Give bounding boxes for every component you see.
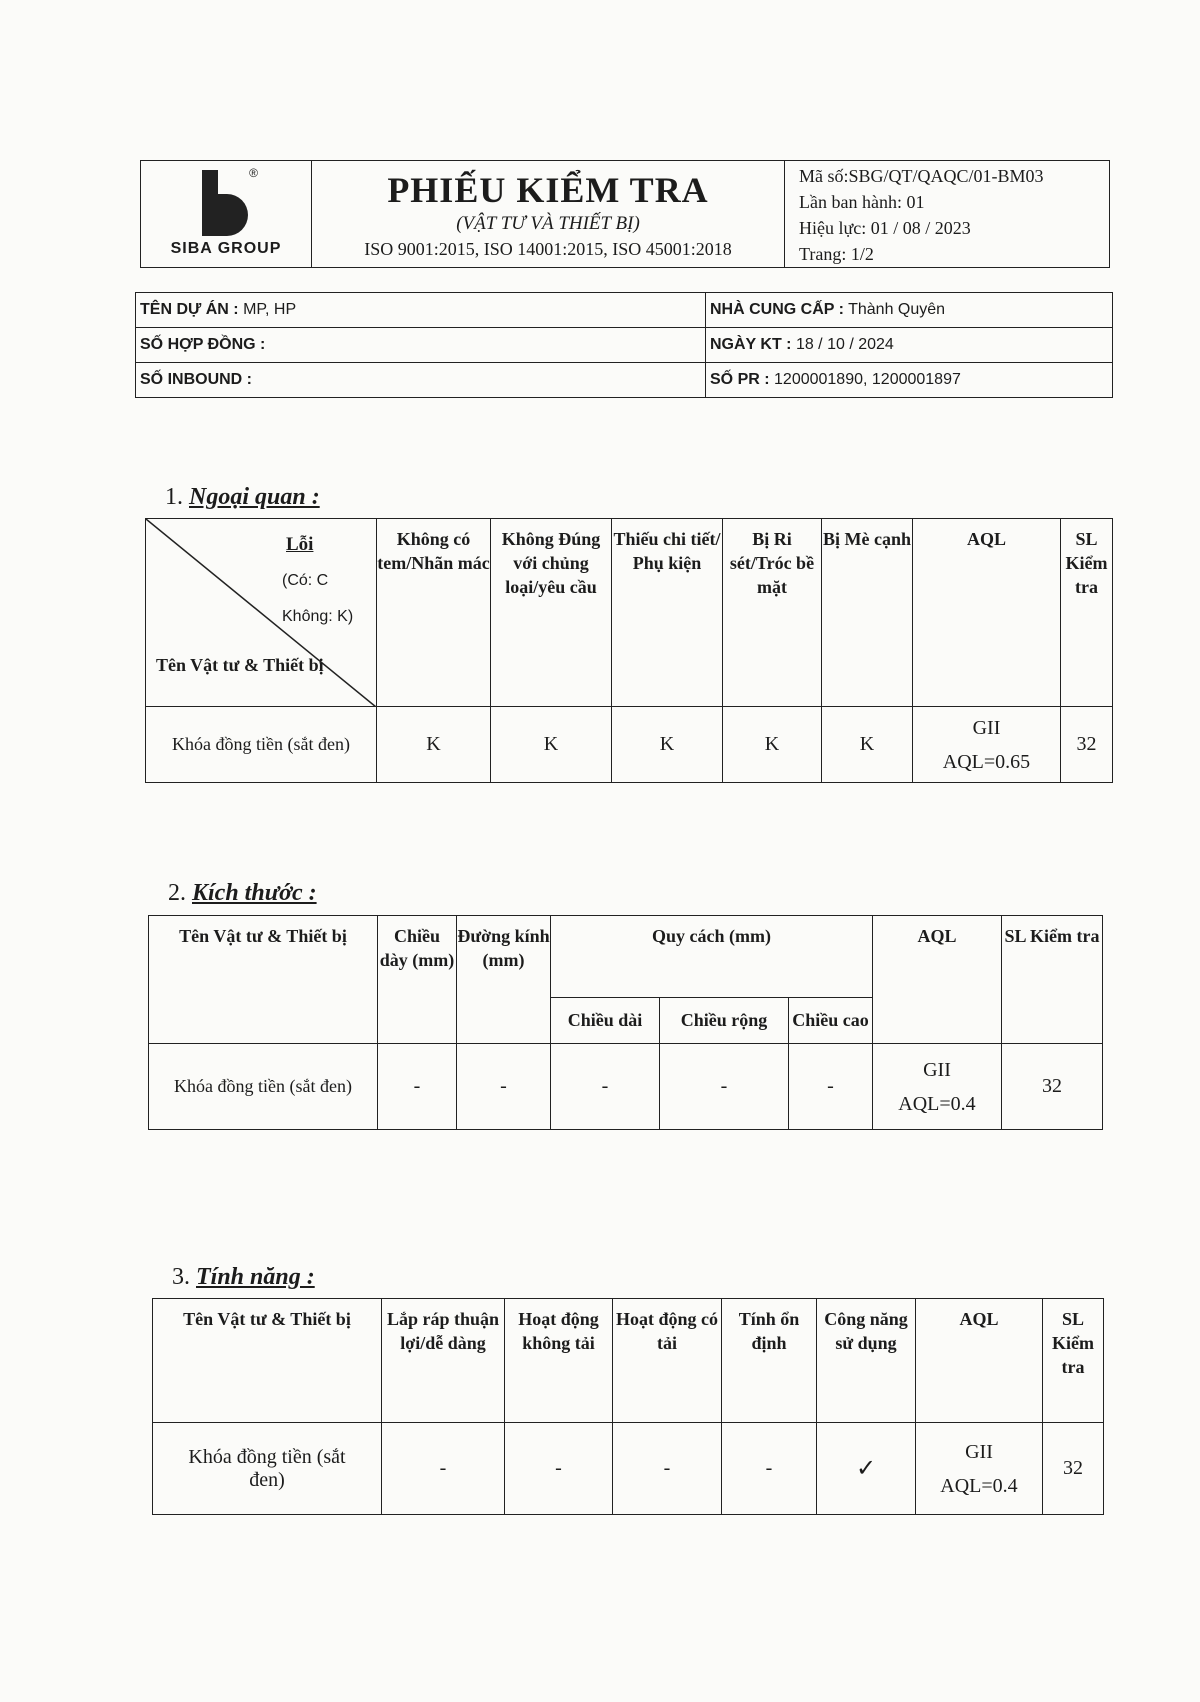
function-table bbox=[152, 1298, 1104, 1515]
col-missing-parts: Thiếu chi tiết/ Phụ kiện bbox=[612, 519, 723, 707]
section-1-title: 1. Ngoại quan : bbox=[165, 484, 320, 510]
doc-effective: Hiệu lực: 01 / 08 / 2023 bbox=[799, 218, 971, 238]
contract-field: SỐ HỢP ĐỒNG : bbox=[136, 328, 706, 363]
title-cell bbox=[312, 161, 785, 268]
col-width: Chiều rộng bbox=[660, 998, 789, 1044]
result-cell: - bbox=[551, 1044, 660, 1130]
project-field: TÊN DỰ ÁN : MP, HP bbox=[136, 293, 706, 328]
date-field: NGÀY KT : 18 / 10 / 2024 bbox=[706, 328, 1113, 363]
result-cell: - bbox=[613, 1423, 722, 1515]
legend-yes: (Có: C bbox=[282, 572, 329, 589]
result-cell: - bbox=[378, 1044, 457, 1130]
item-name: Khóa đồng tiền (sắt đen) bbox=[149, 1044, 378, 1130]
result-cell: K bbox=[723, 707, 822, 783]
result-cell: - bbox=[457, 1044, 551, 1130]
qty-cell: 32 bbox=[1002, 1044, 1103, 1130]
col-no-label: Không có tem/Nhãn mác bbox=[377, 519, 491, 707]
aql-value: AQL=0.4 bbox=[940, 1474, 1018, 1497]
supplier-field: NHÀ CUNG CẤP : Thành Quyên bbox=[706, 293, 1113, 328]
item-header: Tên Vật tư & Thiết bị bbox=[149, 916, 378, 1044]
col-rust: Bị Ri sét/Tróc bề mặt bbox=[723, 519, 822, 707]
doc-edition: Lần ban hành: 01 bbox=[799, 192, 925, 212]
aql-value: AQL=0.4 bbox=[898, 1092, 976, 1115]
inbound-field: SỐ INBOUND : bbox=[136, 363, 706, 398]
aql-value: AQL=0.65 bbox=[942, 750, 1031, 773]
col-diameter: Đường kính (mm) bbox=[457, 916, 551, 1044]
col-height: Chiều cao bbox=[789, 998, 873, 1044]
legend-no: Không: K) bbox=[282, 608, 354, 625]
diagonal-header bbox=[146, 519, 377, 707]
section-2-title: 2. Kích thước : bbox=[168, 880, 317, 906]
result-cell: - bbox=[660, 1044, 789, 1130]
item-name: Khóa đồng tiền (sắt đen) bbox=[146, 707, 377, 783]
col-edge-burr: Bị Mè cạnh bbox=[822, 519, 913, 707]
siba-logo-icon: ® bbox=[196, 170, 256, 236]
item-name: Khóa đồng tiền (sắt đen) bbox=[153, 1423, 382, 1515]
col-assembly: Lắp ráp thuận lợi/dễ dàng bbox=[382, 1299, 505, 1423]
appearance-table bbox=[145, 518, 1113, 783]
col-qty: SL Kiểm tra bbox=[1061, 519, 1113, 707]
form-header bbox=[140, 160, 1110, 268]
table-row bbox=[153, 1423, 1104, 1515]
col-length: Chiều dài bbox=[551, 998, 660, 1044]
iso-standards: ISO 9001:2015, ISO 14001:2015, ISO 45001:2018 bbox=[364, 238, 732, 259]
col-qty: SL Kiểm tra bbox=[1043, 1299, 1104, 1423]
col-qty: SL Kiểm tra bbox=[1002, 916, 1103, 1044]
col-with-load: Hoạt động có tải bbox=[613, 1299, 722, 1423]
aql-level: GII bbox=[972, 716, 1001, 739]
logo-text: SIBA GROUP bbox=[170, 240, 282, 257]
result-cell: - bbox=[789, 1044, 873, 1130]
result-cell: K bbox=[612, 707, 723, 783]
check-icon: ✓ bbox=[817, 1423, 916, 1515]
doc-page: Trang: 1/2 bbox=[799, 244, 874, 264]
qty-cell: 32 bbox=[1043, 1423, 1104, 1515]
col-wrong-type: Không Đúng với chủng loại/yêu cầu bbox=[491, 519, 612, 707]
result-cell: K bbox=[491, 707, 612, 783]
col-thickness: Chiều dày (mm) bbox=[378, 916, 457, 1044]
aql-cell bbox=[873, 1044, 1002, 1130]
table-row bbox=[146, 707, 1113, 783]
col-aql: AQL bbox=[916, 1299, 1043, 1423]
result-cell: - bbox=[505, 1423, 613, 1515]
result-cell: K bbox=[822, 707, 913, 783]
col-spec: Quy cách (mm) bbox=[551, 916, 873, 998]
table-row bbox=[149, 1044, 1103, 1130]
dimension-table bbox=[148, 915, 1103, 1130]
defect-label: Lỗi bbox=[286, 534, 314, 555]
result-cell: - bbox=[722, 1423, 817, 1515]
info-table bbox=[135, 292, 1113, 398]
qty-cell: 32 bbox=[1061, 707, 1113, 783]
aql-level: GII bbox=[965, 1440, 993, 1463]
form-title: PHIẾU KIỂM TRA bbox=[387, 169, 709, 210]
col-aql: AQL bbox=[913, 519, 1061, 707]
aql-cell bbox=[916, 1423, 1043, 1515]
pr-field: SỐ PR : 1200001890, 1200001897 bbox=[706, 363, 1113, 398]
form-subtitle: (VẬT TƯ VÀ THIẾT BỊ) bbox=[456, 212, 640, 234]
col-usability: Công năng sử dụng bbox=[817, 1299, 916, 1423]
result-cell: - bbox=[382, 1423, 505, 1515]
aql-level: GII bbox=[923, 1058, 951, 1081]
col-no-load: Hoạt động không tải bbox=[505, 1299, 613, 1423]
item-header: Tên Vật tư & Thiết bị bbox=[153, 1299, 382, 1423]
logo-cell bbox=[141, 161, 312, 268]
result-cell: K bbox=[377, 707, 491, 783]
aql-cell bbox=[913, 707, 1061, 783]
col-stability: Tính ổn định bbox=[722, 1299, 817, 1423]
doc-code: Mã số:SBG/QT/QAQC/01-BM03 bbox=[799, 166, 1044, 186]
item-header: Tên Vật tư & Thiết bị bbox=[156, 655, 324, 675]
doc-meta bbox=[785, 161, 1110, 268]
section-3-title: 3. Tính năng : bbox=[172, 1264, 315, 1290]
col-aql: AQL bbox=[873, 916, 1002, 1044]
